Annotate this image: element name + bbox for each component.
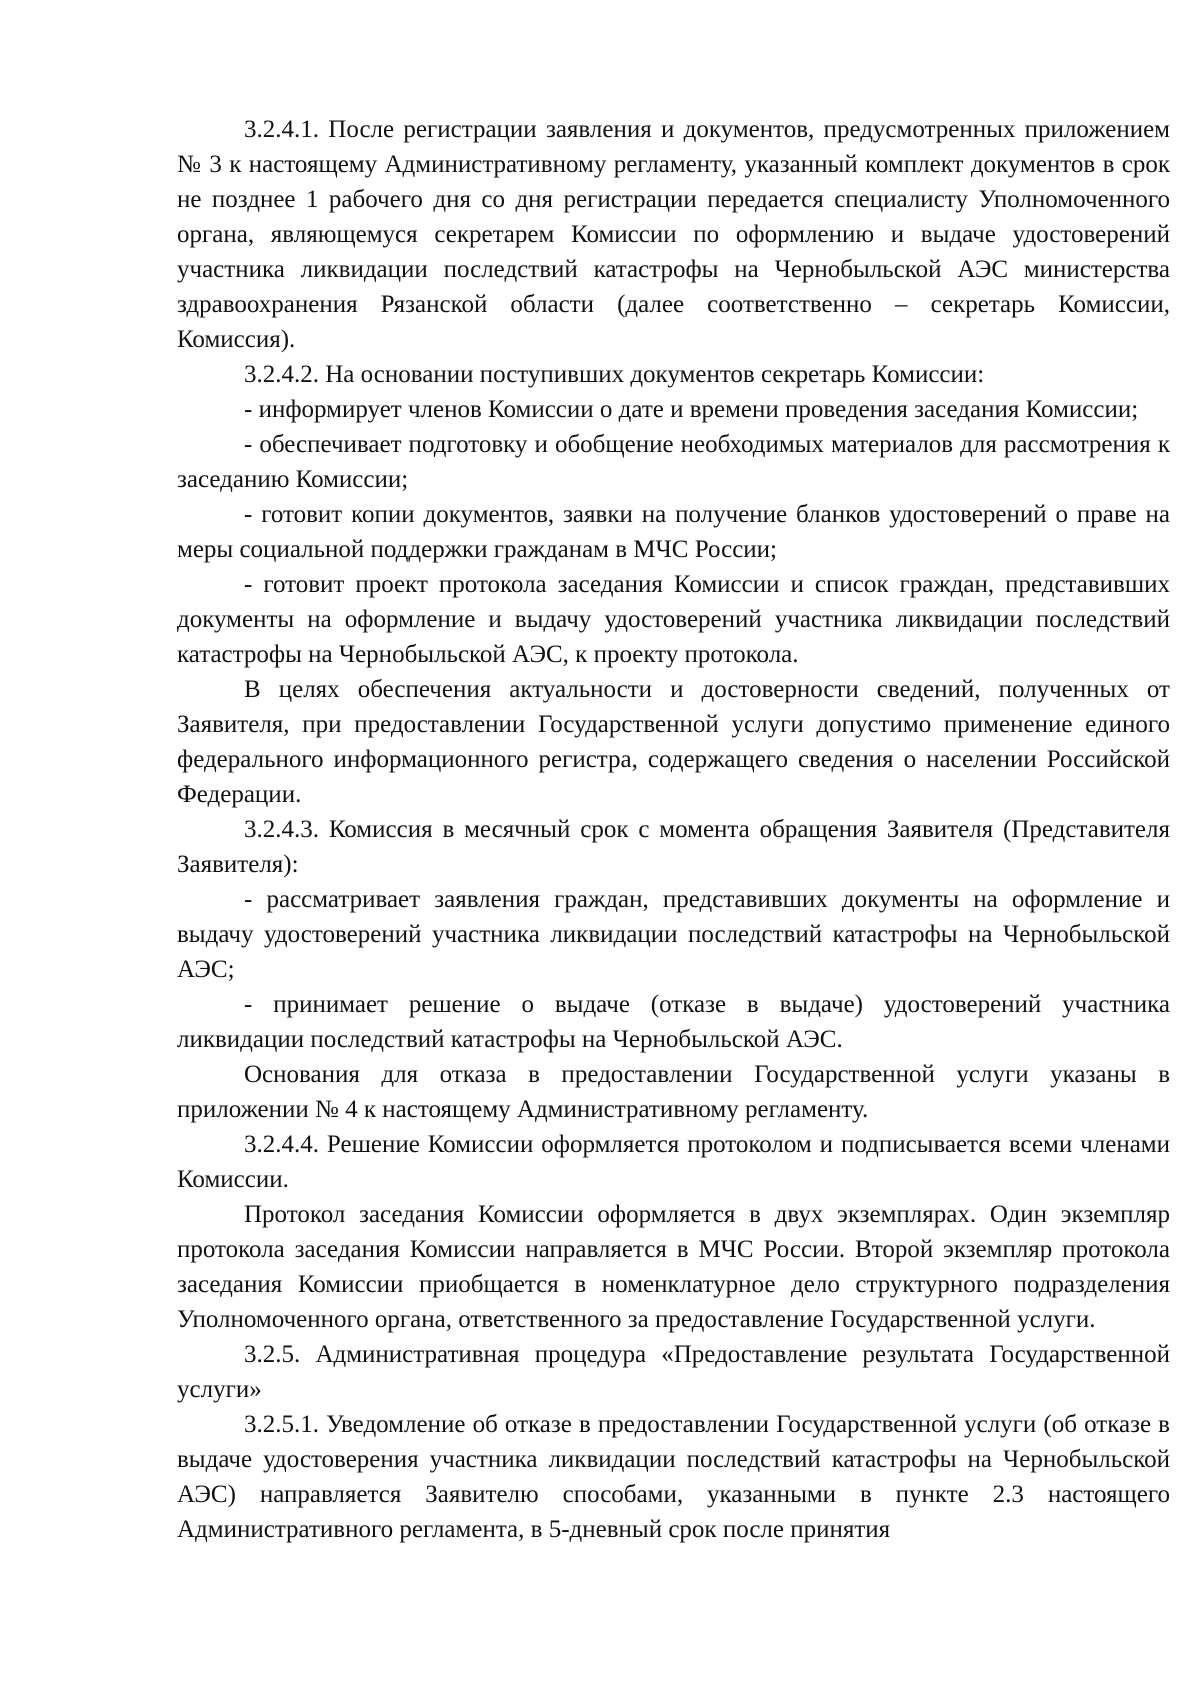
paragraph-3-2-5: 3.2.5. Административная процедура «Предоставление результата Государственной услуги» xyxy=(177,1341,1170,1403)
list-item-prepare-materials: - обеспечивает подготовку и обобщение необходимых материалов для рассмотрения к заседанию Комиссии; xyxy=(177,431,1170,493)
paragraph-3-2-5-1: 3.2.5.1. Уведомление об отказе в предоставлении Государственной услуги (об отказе в выдаче удостоверения участника ликвидации последствий катастрофы на Чернобыльской АЭС) направляется Заявителю способами, указанными в пункте 2.3 настоящего Административного регламента, в 5-дневный срок после принятия xyxy=(177,1411,1170,1543)
paragraph-3-2-4-2: 3.2.4.2. На основании поступивших документов секретарь Комиссии: xyxy=(244,361,985,388)
list-item-prepare-copies: - готовит копии документов, заявки на получение бланков удостоверений о праве на меры социальной поддержки гражданам в МЧС России; xyxy=(177,501,1170,563)
list-item-make-decision: - принимает решение о выдаче (отказе в выдаче) удостоверений участника ликвидации последствий катастрофы на Чернобыльской АЭС. xyxy=(177,991,1170,1053)
paragraph-3-2-4-3: 3.2.4.3. Комиссия в месячный срок с момента обращения Заявителя (Представителя Заявителя): xyxy=(177,816,1170,878)
paragraph-refusal-grounds: Основания для отказа в предоставлении Государственной услуги указаны в приложении № 4 к настоящему Административному регламенту. xyxy=(177,1061,1170,1123)
paragraph-protocol-copies: Протокол заседания Комиссии оформляется в двух экземплярах. Один экземпляр протокола заседания Комиссии направляется в МЧС России. Второй экземпляр протокола заседания Комиссии приобщается в номенклатурное дело структурного подразделения Уполномоченного органа, ответственного за предоставление Государственной услуги. xyxy=(177,1201,1170,1333)
list-item-review-applications: - рассматривает заявления граждан, представивших документы на оформление и выдачу удостоверений участника ликвидации последствий катастрофы на Чернобыльской АЭС; xyxy=(177,886,1170,983)
document-body xyxy=(177,112,1170,1547)
paragraph-3-2-4-4: 3.2.4.4. Решение Комиссии оформляется протоколом и подписывается всеми членами Комиссии. xyxy=(177,1131,1170,1193)
list-item-draft-protocol: - готовит проект протокола заседания Комиссии и список граждан, представивших документы на оформление и выдачу удостоверений участника ликвидации последствий катастрофы на Чернобыльской АЭС, к проекту протокола. xyxy=(177,571,1170,668)
paragraph-3-2-4-1: 3.2.4.1. После регистрации заявления и документов, предусмотренных приложением № 3 к настоящему Административному регламенту, указанный комплект документов в срок не позднее 1 рабочего дня со дня регистрации передается специалисту Уполномоченного органа, являющемуся секретарем Комиссии по оформлению и выдаче удостоверений участника ликвидации последствий катастрофы на Чернобыльской АЭС министерства здравоохранения Рязанской области (далее соответственно – секретарь Комиссии, Комиссия). xyxy=(177,116,1170,353)
paragraph-federal-register: В целях обеспечения актуальности и достоверности сведений, полученных от Заявителя, при предоставлении Государственной услуги допустимо применение единого федерального информационного регистра, содержащего сведения о населении Российской Федерации. xyxy=(177,676,1170,808)
list-item-inform-members: - информирует членов Комиссии о дате и времени проведения заседания Комиссии; xyxy=(244,396,1139,423)
